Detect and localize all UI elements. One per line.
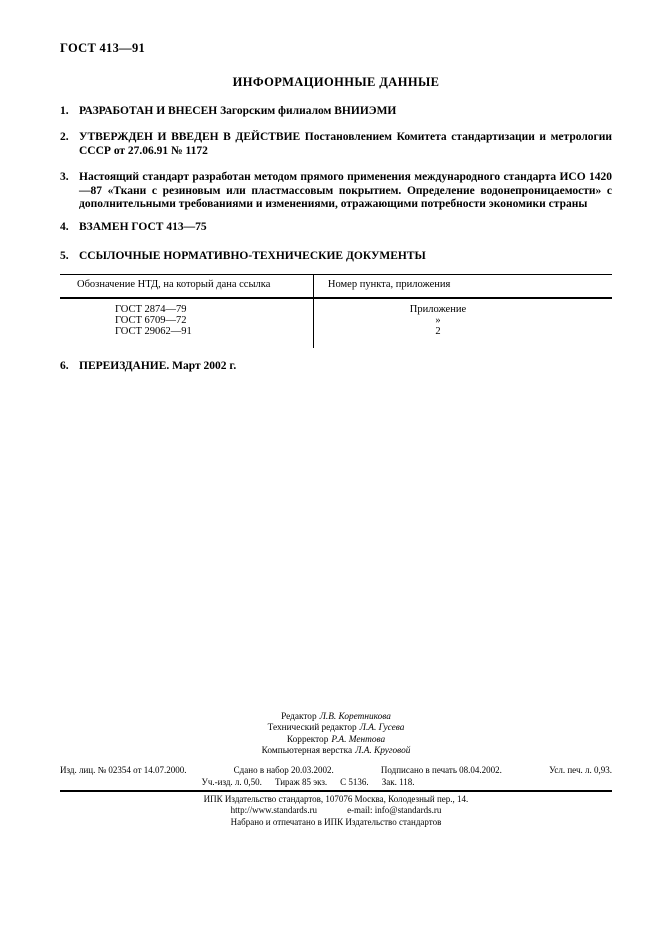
document-content bbox=[60, 42, 612, 373]
credit-line bbox=[60, 735, 612, 746]
imprint-order-number: Зак. 118. bbox=[381, 776, 415, 787]
item-number: 4. bbox=[60, 221, 69, 234]
table-column-ntd bbox=[60, 299, 314, 348]
imprint-line-1 bbox=[60, 765, 612, 777]
credit-name: Л.А. Гусева bbox=[359, 723, 405, 734]
credit-name: Р.А. Ментова bbox=[331, 734, 386, 745]
credit-line bbox=[60, 723, 612, 734]
printed-by-note: Набрано и отпечатано в ИПК Издательство стандартов bbox=[230, 816, 442, 827]
list-item-6 bbox=[60, 360, 612, 373]
table-cell-ref: » bbox=[435, 315, 441, 327]
imprint-line-2 bbox=[60, 777, 612, 789]
table-cell-ntd: ГОСТ 29062—91 bbox=[115, 326, 192, 338]
credit-name: Л.А. Круговой bbox=[355, 745, 411, 756]
item-text: ВЗАМЕН ГОСТ 413—75 bbox=[79, 221, 207, 234]
item-number: 2. bbox=[60, 131, 69, 144]
item-number: 5. bbox=[60, 249, 69, 262]
imprint-license: Изд. лиц. № 02354 от 14.07.2000. bbox=[60, 765, 187, 776]
imprint-typeset-date: Сдано в набор 20.03.2002. bbox=[233, 765, 334, 776]
credit-line bbox=[60, 712, 612, 723]
imprint-print-sheets: Усл. печ. л. 0,93. bbox=[549, 765, 612, 776]
publisher-block bbox=[60, 794, 612, 828]
table-column-ref bbox=[314, 299, 612, 348]
item-text: УТВЕРЖДЕН И ВВЕДЕН В ДЕЙСТВИЕ Постановлением Комитета стандартизации и метрологии СССР от 27.06.91 № 1172 bbox=[79, 131, 612, 157]
table-cell-ntd: ГОСТ 6709—72 bbox=[115, 315, 187, 327]
doc-number: ГОСТ 413—91 bbox=[60, 41, 146, 55]
page-title: ИНФОРМАЦИОННЫЕ ДАННЫЕ bbox=[232, 75, 440, 89]
table-header-ntd: Обозначение НТД, на который дана ссылка bbox=[60, 275, 314, 297]
footer-divider bbox=[60, 790, 612, 792]
table-header-ref: Номер пункта, приложения bbox=[327, 279, 451, 291]
list-item-2 bbox=[60, 131, 612, 158]
credit-role: Редактор bbox=[281, 712, 317, 722]
publisher-address: ИПК Издательство стандартов, 107076 Москва, Колодезный пер., 14. bbox=[203, 794, 469, 805]
imprint-print-date: Подписано в печать 08.04.2002. bbox=[380, 765, 502, 776]
publisher-links bbox=[60, 805, 612, 816]
list-item-1 bbox=[60, 105, 612, 118]
table-cell-ntd: ГОСТ 2874—79 bbox=[115, 303, 187, 315]
page-footer bbox=[60, 712, 612, 828]
item-text: ПЕРЕИЗДАНИЕ. Март 2002 г. bbox=[79, 359, 237, 372]
credits-block bbox=[60, 712, 612, 757]
credit-line bbox=[60, 746, 612, 757]
table-cell-ref: 2 bbox=[435, 326, 441, 338]
list-item-3 bbox=[60, 171, 612, 211]
website-url: http://www.standards.ru bbox=[230, 805, 318, 816]
table-cell-ref: Приложение bbox=[409, 303, 467, 315]
credit-role: Компьютерная верстка bbox=[261, 745, 353, 756]
references-table bbox=[60, 274, 612, 347]
item-number: 6. bbox=[60, 359, 69, 372]
item-text: РАЗРАБОТАН И ВНЕСЕН Загорским филиалом ВНИИЭМИ bbox=[79, 105, 397, 117]
list-item-4 bbox=[60, 221, 612, 234]
item-number: 3. bbox=[60, 171, 69, 184]
credit-role: Технический редактор bbox=[267, 723, 357, 734]
table-body bbox=[60, 299, 612, 348]
numbered-list bbox=[60, 105, 612, 373]
imprint-block bbox=[60, 765, 612, 788]
item-number: 1. bbox=[60, 105, 69, 117]
imprint-circulation: Тираж 85 экз. bbox=[274, 776, 328, 787]
credit-name: Л.В. Коретникова bbox=[319, 712, 391, 722]
list-item-5 bbox=[60, 250, 612, 263]
item-text: Настоящий стандарт разработан методом прямого применения международного стандарта ИСО 1420—87 «Ткани с резиновым или пластмассовым покрытием. Определение водонепроницаемости» с дополнительными требованиями и изменениями, отражающими потребности экономики страны bbox=[79, 171, 612, 211]
credit-role: Корректор bbox=[286, 734, 329, 745]
email-address: e-mail: info@standards.ru bbox=[347, 805, 442, 816]
imprint-c-number: С 5136. bbox=[340, 776, 369, 787]
item-text: ССЫЛОЧНЫЕ НОРМАТИВНО-ТЕХНИЧЕСКИЕ ДОКУМЕНТЫ bbox=[79, 249, 426, 262]
imprint-pub-sheets: Уч.-изд. л. 0,50. bbox=[201, 776, 262, 787]
table-header-row bbox=[60, 274, 612, 299]
